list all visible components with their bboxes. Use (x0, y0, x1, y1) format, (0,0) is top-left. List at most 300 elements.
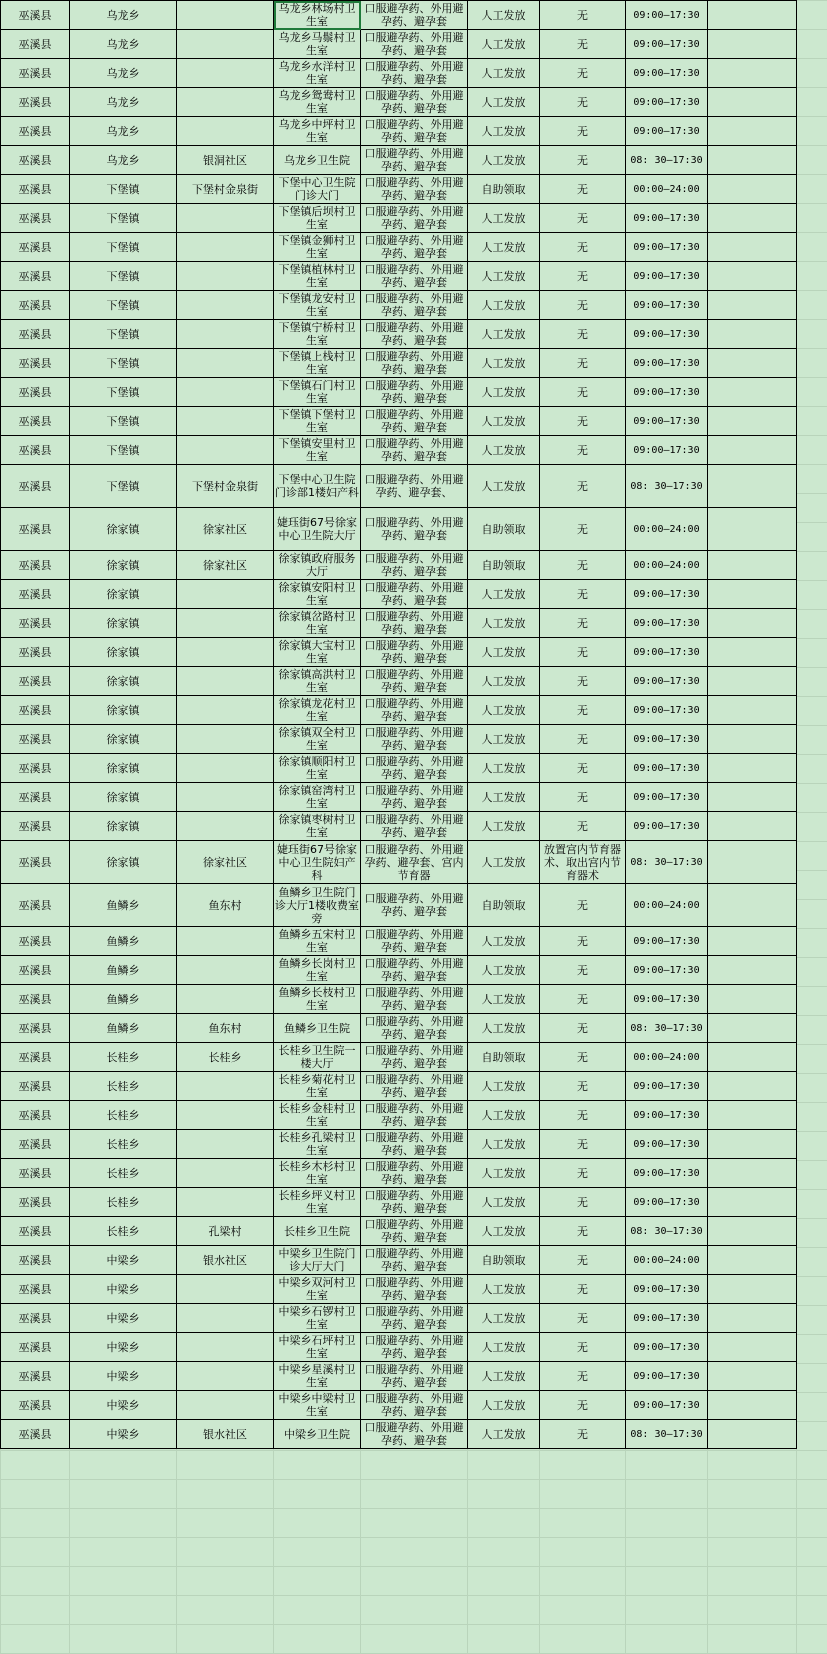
county-cell[interactable]: 巫溪县 (1, 985, 70, 1014)
town-cell[interactable]: 徐家镇 (70, 580, 177, 609)
location-cell[interactable]: 中梁乡星溪村卫生室 (274, 1362, 361, 1391)
county-cell[interactable]: 巫溪县 (1, 841, 70, 884)
hours-cell[interactable]: 08: 30—17:30 (626, 1217, 708, 1246)
community-cell[interactable] (177, 580, 274, 609)
surgery-cell[interactable]: 无 (540, 146, 626, 175)
surgery-cell[interactable]: 无 (540, 812, 626, 841)
community-cell[interactable] (177, 1391, 274, 1420)
town-cell[interactable]: 中梁乡 (70, 1420, 177, 1449)
hours-cell[interactable]: 09:00—17:30 (626, 1130, 708, 1159)
community-cell[interactable] (177, 262, 274, 291)
location-cell[interactable]: 长桂乡菊花村卫生室 (274, 1072, 361, 1101)
community-cell[interactable] (177, 609, 274, 638)
empty-cell[interactable] (708, 985, 797, 1014)
community-cell[interactable] (177, 754, 274, 783)
empty-cell[interactable] (708, 551, 797, 580)
town-cell[interactable]: 下堡镇 (70, 320, 177, 349)
surgery-cell[interactable]: 无 (540, 1333, 626, 1362)
hours-cell[interactable]: 00:00—24:00 (626, 551, 708, 580)
county-cell[interactable]: 巫溪县 (1, 638, 70, 667)
items-cell[interactable]: 口服避孕药、外用避孕药、避孕套 (361, 59, 468, 88)
community-cell[interactable] (177, 1275, 274, 1304)
method-cell[interactable]: 人工发放 (468, 841, 540, 884)
location-cell[interactable]: 徐家镇双全村卫生室 (274, 725, 361, 754)
hours-cell[interactable]: 09:00—17:30 (626, 117, 708, 146)
location-cell[interactable]: 徐家镇窑湾村卫生室 (274, 783, 361, 812)
town-cell[interactable]: 长桂乡 (70, 1101, 177, 1130)
method-cell[interactable]: 人工发放 (468, 465, 540, 508)
county-cell[interactable]: 巫溪县 (1, 88, 70, 117)
empty-cell[interactable] (708, 88, 797, 117)
location-cell[interactable]: 中梁乡双河村卫生室 (274, 1275, 361, 1304)
empty-cell[interactable] (708, 1333, 797, 1362)
items-cell[interactable]: 口服避孕药、外用避孕药、避孕套 (361, 407, 468, 436)
community-cell[interactable] (177, 30, 274, 59)
method-cell[interactable]: 人工发放 (468, 1072, 540, 1101)
county-cell[interactable]: 巫溪县 (1, 262, 70, 291)
hours-cell[interactable]: 09:00—17:30 (626, 696, 708, 725)
town-cell[interactable]: 徐家镇 (70, 841, 177, 884)
location-cell[interactable]: 鱼鳞乡五宋村卫生室 (274, 927, 361, 956)
county-cell[interactable]: 巫溪县 (1, 204, 70, 233)
hours-cell[interactable]: 09:00—17:30 (626, 1072, 708, 1101)
empty-cell[interactable] (708, 927, 797, 956)
county-cell[interactable]: 巫溪县 (1, 117, 70, 146)
town-cell[interactable]: 长桂乡 (70, 1217, 177, 1246)
surgery-cell[interactable]: 无 (540, 1014, 626, 1043)
items-cell[interactable]: 口服避孕药、外用避孕药、避孕套 (361, 609, 468, 638)
county-cell[interactable]: 巫溪县 (1, 407, 70, 436)
method-cell[interactable]: 人工发放 (468, 1130, 540, 1159)
surgery-cell[interactable]: 无 (540, 1391, 626, 1420)
county-cell[interactable]: 巫溪县 (1, 320, 70, 349)
location-cell[interactable]: 长桂乡坪义村卫生室 (274, 1188, 361, 1217)
town-cell[interactable]: 下堡镇 (70, 465, 177, 508)
items-cell[interactable]: 口服避孕药、外用避孕药、避孕套 (361, 175, 468, 204)
county-cell[interactable]: 巫溪县 (1, 667, 70, 696)
location-cell[interactable]: 长桂乡孔梁村卫生室 (274, 1130, 361, 1159)
method-cell[interactable]: 自助领取 (468, 551, 540, 580)
surgery-cell[interactable]: 无 (540, 609, 626, 638)
items-cell[interactable]: 口服避孕药、外用避孕药、避孕套 (361, 1, 468, 30)
community-cell[interactable] (177, 88, 274, 117)
items-cell[interactable]: 口服避孕药、外用避孕药、避孕套 (361, 30, 468, 59)
hours-cell[interactable]: 09:00—17:30 (626, 1101, 708, 1130)
location-cell[interactable]: 下堡镇金狮村卫生室 (274, 233, 361, 262)
town-cell[interactable]: 下堡镇 (70, 436, 177, 465)
hours-cell[interactable]: 09:00—17:30 (626, 407, 708, 436)
surgery-cell[interactable]: 无 (540, 1101, 626, 1130)
surgery-cell[interactable]: 无 (540, 1188, 626, 1217)
surgery-cell[interactable]: 无 (540, 175, 626, 204)
surgery-cell[interactable]: 无 (540, 1246, 626, 1275)
community-cell[interactable] (177, 638, 274, 667)
community-cell[interactable] (177, 233, 274, 262)
items-cell[interactable]: 口服避孕药、外用避孕药、避孕套 (361, 291, 468, 320)
county-cell[interactable]: 巫溪县 (1, 508, 70, 551)
county-cell[interactable]: 巫溪县 (1, 1304, 70, 1333)
empty-cell[interactable] (708, 436, 797, 465)
surgery-cell[interactable]: 无 (540, 1130, 626, 1159)
location-cell[interactable]: 下堡镇宁桥村卫生室 (274, 320, 361, 349)
hours-cell[interactable]: 09:00—17:30 (626, 320, 708, 349)
empty-cell[interactable] (708, 956, 797, 985)
empty-cell[interactable] (708, 783, 797, 812)
hours-cell[interactable]: 09:00—17:30 (626, 291, 708, 320)
hours-cell[interactable]: 09:00—17:30 (626, 667, 708, 696)
town-cell[interactable]: 鱼鳞乡 (70, 884, 177, 927)
method-cell[interactable]: 人工发放 (468, 580, 540, 609)
county-cell[interactable]: 巫溪县 (1, 1130, 70, 1159)
method-cell[interactable]: 人工发放 (468, 436, 540, 465)
community-cell[interactable] (177, 956, 274, 985)
items-cell[interactable]: 口服避孕药、外用避孕药、避孕套 (361, 146, 468, 175)
method-cell[interactable]: 人工发放 (468, 783, 540, 812)
county-cell[interactable]: 巫溪县 (1, 175, 70, 204)
community-cell[interactable] (177, 667, 274, 696)
county-cell[interactable]: 巫溪县 (1, 609, 70, 638)
empty-cell[interactable] (708, 320, 797, 349)
surgery-cell[interactable]: 放置宫内节育器术、取出宫内节育器术 (540, 841, 626, 884)
hours-cell[interactable]: 08: 30—17:30 (626, 1420, 708, 1449)
surgery-cell[interactable]: 无 (540, 349, 626, 378)
method-cell[interactable]: 人工发放 (468, 1275, 540, 1304)
items-cell[interactable]: 口服避孕药、外用避孕药、避孕套 (361, 783, 468, 812)
town-cell[interactable]: 徐家镇 (70, 696, 177, 725)
surgery-cell[interactable]: 无 (540, 407, 626, 436)
hours-cell[interactable]: 09:00—17:30 (626, 580, 708, 609)
hours-cell[interactable]: 09:00—17:30 (626, 1362, 708, 1391)
county-cell[interactable]: 巫溪县 (1, 59, 70, 88)
community-cell[interactable]: 鱼东村 (177, 884, 274, 927)
location-cell[interactable]: 中梁乡卫生院 (274, 1420, 361, 1449)
items-cell[interactable]: 口服避孕药、外用避孕药、避孕套 (361, 551, 468, 580)
town-cell[interactable]: 乌龙乡 (70, 59, 177, 88)
location-cell[interactable]: 徐家镇高洪村卫生室 (274, 667, 361, 696)
method-cell[interactable]: 人工发放 (468, 638, 540, 667)
community-cell[interactable] (177, 436, 274, 465)
hours-cell[interactable]: 09:00—17:30 (626, 1391, 708, 1420)
town-cell[interactable]: 下堡镇 (70, 233, 177, 262)
method-cell[interactable]: 人工发放 (468, 262, 540, 291)
town-cell[interactable]: 中梁乡 (70, 1275, 177, 1304)
empty-cell[interactable] (708, 841, 797, 884)
method-cell[interactable]: 人工发放 (468, 1362, 540, 1391)
location-cell[interactable]: 下堡镇下堡村卫生室 (274, 407, 361, 436)
items-cell[interactable]: 口服避孕药、外用避孕药、避孕套 (361, 204, 468, 233)
location-cell[interactable]: 乌龙乡林场村卫生室 (274, 1, 361, 30)
empty-cell[interactable] (708, 1188, 797, 1217)
surgery-cell[interactable]: 无 (540, 580, 626, 609)
community-cell[interactable] (177, 1333, 274, 1362)
hours-cell[interactable]: 09:00—17:30 (626, 262, 708, 291)
surgery-cell[interactable]: 无 (540, 1159, 626, 1188)
location-cell[interactable]: 徐家镇政府服务大厅 (274, 551, 361, 580)
hours-cell[interactable]: 09:00—17:30 (626, 1188, 708, 1217)
county-cell[interactable]: 巫溪县 (1, 783, 70, 812)
community-cell[interactable]: 长桂乡 (177, 1043, 274, 1072)
hours-cell[interactable]: 09:00—17:30 (626, 233, 708, 262)
location-cell[interactable]: 中梁乡中梁村卫生室 (274, 1391, 361, 1420)
location-cell[interactable]: 乌龙乡马鬃村卫生室 (274, 30, 361, 59)
items-cell[interactable]: 口服避孕药、外用避孕药、避孕套 (361, 1101, 468, 1130)
town-cell[interactable]: 中梁乡 (70, 1246, 177, 1275)
empty-cell[interactable] (708, 175, 797, 204)
empty-cell[interactable] (708, 508, 797, 551)
hours-cell[interactable]: 09:00—17:30 (626, 88, 708, 117)
method-cell[interactable]: 人工发放 (468, 1217, 540, 1246)
location-cell[interactable]: 下堡镇上栈村卫生室 (274, 349, 361, 378)
method-cell[interactable]: 人工发放 (468, 233, 540, 262)
hours-cell[interactable]: 09:00—17:30 (626, 927, 708, 956)
method-cell[interactable]: 人工发放 (468, 667, 540, 696)
community-cell[interactable] (177, 1, 274, 30)
items-cell[interactable]: 口服避孕药、外用避孕药、避孕套 (361, 1391, 468, 1420)
surgery-cell[interactable]: 无 (540, 204, 626, 233)
hours-cell[interactable]: 00:00—24:00 (626, 175, 708, 204)
county-cell[interactable]: 巫溪县 (1, 1072, 70, 1101)
surgery-cell[interactable]: 无 (540, 233, 626, 262)
items-cell[interactable]: 口服避孕药、外用避孕药、避孕套 (361, 754, 468, 783)
empty-cell[interactable] (708, 1101, 797, 1130)
items-cell[interactable]: 口服避孕药、外用避孕药、避孕套 (361, 1159, 468, 1188)
items-cell[interactable]: 口服避孕药、外用避孕药、避孕套 (361, 696, 468, 725)
surgery-cell[interactable]: 无 (540, 638, 626, 667)
town-cell[interactable]: 乌龙乡 (70, 117, 177, 146)
items-cell[interactable]: 口服避孕药、外用避孕药、避孕套 (361, 378, 468, 407)
method-cell[interactable]: 自助领取 (468, 1043, 540, 1072)
community-cell[interactable]: 银水社区 (177, 1246, 274, 1275)
county-cell[interactable]: 巫溪县 (1, 1159, 70, 1188)
town-cell[interactable]: 下堡镇 (70, 407, 177, 436)
empty-cell[interactable] (708, 407, 797, 436)
surgery-cell[interactable]: 无 (540, 1362, 626, 1391)
county-cell[interactable]: 巫溪县 (1, 551, 70, 580)
method-cell[interactable]: 人工发放 (468, 1420, 540, 1449)
location-cell[interactable]: 下堡中心卫生院门诊部1楼妇产科 (274, 465, 361, 508)
county-cell[interactable]: 巫溪县 (1, 30, 70, 59)
empty-cell[interactable] (708, 884, 797, 927)
surgery-cell[interactable]: 无 (540, 88, 626, 117)
county-cell[interactable]: 巫溪县 (1, 378, 70, 407)
community-cell[interactable]: 银水社区 (177, 1420, 274, 1449)
community-cell[interactable] (177, 1362, 274, 1391)
surgery-cell[interactable]: 无 (540, 1275, 626, 1304)
town-cell[interactable]: 徐家镇 (70, 725, 177, 754)
hours-cell[interactable]: 09:00—17:30 (626, 1275, 708, 1304)
town-cell[interactable]: 乌龙乡 (70, 88, 177, 117)
method-cell[interactable]: 自助领取 (468, 175, 540, 204)
method-cell[interactable]: 人工发放 (468, 1304, 540, 1333)
items-cell[interactable]: 口服避孕药、外用避孕药、避孕套 (361, 1333, 468, 1362)
location-cell[interactable]: 徐家镇安阳村卫生室 (274, 580, 361, 609)
location-cell[interactable]: 下堡镇后坝村卫生室 (274, 204, 361, 233)
town-cell[interactable]: 徐家镇 (70, 667, 177, 696)
empty-cell[interactable] (708, 1014, 797, 1043)
empty-cell[interactable] (708, 667, 797, 696)
community-cell[interactable]: 徐家社区 (177, 508, 274, 551)
items-cell[interactable]: 口服避孕药、外用避孕药、避孕套 (361, 725, 468, 754)
surgery-cell[interactable]: 无 (540, 725, 626, 754)
empty-cell[interactable] (708, 1420, 797, 1449)
county-cell[interactable]: 巫溪县 (1, 465, 70, 508)
items-cell[interactable]: 口服避孕药、外用避孕药、避孕套 (361, 320, 468, 349)
location-cell[interactable]: 徐家镇大宝村卫生室 (274, 638, 361, 667)
items-cell[interactable]: 口服避孕药、外用避孕药、避孕套、 (361, 465, 468, 508)
hours-cell[interactable]: 09:00—17:30 (626, 204, 708, 233)
hours-cell[interactable]: 09:00—17:30 (626, 349, 708, 378)
location-cell[interactable]: 鱼鳞乡长岗村卫生室 (274, 956, 361, 985)
empty-cell[interactable] (708, 291, 797, 320)
empty-cell[interactable] (708, 1304, 797, 1333)
location-cell[interactable]: 长桂乡卫生院 (274, 1217, 361, 1246)
location-cell[interactable]: 徐家镇顺阳村卫生室 (274, 754, 361, 783)
town-cell[interactable]: 徐家镇 (70, 812, 177, 841)
items-cell[interactable]: 口服避孕药、外用避孕药、避孕套 (361, 1072, 468, 1101)
method-cell[interactable]: 人工发放 (468, 1333, 540, 1362)
town-cell[interactable]: 徐家镇 (70, 783, 177, 812)
town-cell[interactable]: 下堡镇 (70, 204, 177, 233)
town-cell[interactable]: 中梁乡 (70, 1391, 177, 1420)
surgery-cell[interactable]: 无 (540, 696, 626, 725)
county-cell[interactable]: 巫溪县 (1, 349, 70, 378)
county-cell[interactable]: 巫溪县 (1, 233, 70, 262)
empty-cell[interactable] (708, 465, 797, 508)
method-cell[interactable]: 人工发放 (468, 1, 540, 30)
community-cell[interactable] (177, 725, 274, 754)
location-cell[interactable]: 下堡镇安里村卫生室 (274, 436, 361, 465)
town-cell[interactable]: 鱼鳞乡 (70, 927, 177, 956)
community-cell[interactable]: 下堡村金泉街 (177, 175, 274, 204)
hours-cell[interactable]: 00:00—24:00 (626, 884, 708, 927)
method-cell[interactable]: 人工发放 (468, 1101, 540, 1130)
method-cell[interactable]: 人工发放 (468, 754, 540, 783)
community-cell[interactable]: 鱼东村 (177, 1014, 274, 1043)
county-cell[interactable]: 巫溪县 (1, 436, 70, 465)
method-cell[interactable]: 人工发放 (468, 146, 540, 175)
county-cell[interactable]: 巫溪县 (1, 291, 70, 320)
location-cell[interactable]: 下堡镇龙安村卫生室 (274, 291, 361, 320)
empty-cell[interactable] (708, 1159, 797, 1188)
community-cell[interactable] (177, 1130, 274, 1159)
method-cell[interactable]: 人工发放 (468, 349, 540, 378)
method-cell[interactable]: 人工发放 (468, 204, 540, 233)
community-cell[interactable] (177, 985, 274, 1014)
surgery-cell[interactable]: 无 (540, 262, 626, 291)
town-cell[interactable]: 徐家镇 (70, 754, 177, 783)
empty-cell[interactable] (708, 204, 797, 233)
location-cell[interactable]: 长桂乡金桂村卫生室 (274, 1101, 361, 1130)
town-cell[interactable]: 长桂乡 (70, 1043, 177, 1072)
hours-cell[interactable]: 09:00—17:30 (626, 638, 708, 667)
town-cell[interactable]: 徐家镇 (70, 609, 177, 638)
county-cell[interactable]: 巫溪县 (1, 812, 70, 841)
county-cell[interactable]: 巫溪县 (1, 1246, 70, 1275)
county-cell[interactable]: 巫溪县 (1, 696, 70, 725)
town-cell[interactable]: 长桂乡 (70, 1130, 177, 1159)
hours-cell[interactable]: 09:00—17:30 (626, 812, 708, 841)
empty-cell[interactable] (708, 1391, 797, 1420)
method-cell[interactable]: 人工发放 (468, 609, 540, 638)
empty-cell[interactable] (708, 812, 797, 841)
community-cell[interactable] (177, 783, 274, 812)
items-cell[interactable]: 口服避孕药、外用避孕药、避孕套 (361, 580, 468, 609)
town-cell[interactable]: 中梁乡 (70, 1362, 177, 1391)
location-cell[interactable]: 下堡中心卫生院门诊大门 (274, 175, 361, 204)
surgery-cell[interactable]: 无 (540, 956, 626, 985)
surgery-cell[interactable]: 无 (540, 30, 626, 59)
community-cell[interactable] (177, 812, 274, 841)
items-cell[interactable]: 口服避孕药、外用避孕药、避孕套 (361, 884, 468, 927)
method-cell[interactable]: 人工发放 (468, 1014, 540, 1043)
method-cell[interactable]: 人工发放 (468, 927, 540, 956)
empty-cell[interactable] (708, 378, 797, 407)
hours-cell[interactable]: 08: 30—17:30 (626, 841, 708, 884)
hours-cell[interactable]: 09:00—17:30 (626, 1159, 708, 1188)
empty-cell[interactable] (708, 1246, 797, 1275)
method-cell[interactable]: 人工发放 (468, 812, 540, 841)
hours-cell[interactable]: 09:00—17:30 (626, 1, 708, 30)
items-cell[interactable]: 口服避孕药、外用避孕药、避孕套 (361, 508, 468, 551)
county-cell[interactable]: 巫溪县 (1, 1391, 70, 1420)
community-cell[interactable] (177, 1072, 274, 1101)
county-cell[interactable]: 巫溪县 (1, 1, 70, 30)
location-cell[interactable]: 鱼鳞乡卫生院门诊大厅1楼收费室旁 (275, 885, 359, 925)
surgery-cell[interactable]: 无 (540, 378, 626, 407)
empty-cell[interactable] (708, 1072, 797, 1101)
empty-cell[interactable] (708, 609, 797, 638)
items-cell[interactable]: 口服避孕药、外用避孕药、避孕套 (361, 436, 468, 465)
county-cell[interactable]: 巫溪县 (1, 580, 70, 609)
surgery-cell[interactable]: 无 (540, 754, 626, 783)
surgery-cell[interactable]: 无 (540, 117, 626, 146)
items-cell[interactable]: 口服避孕药、外用避孕药、避孕套 (361, 349, 468, 378)
surgery-cell[interactable]: 无 (540, 1043, 626, 1072)
empty-cell[interactable] (708, 59, 797, 88)
method-cell[interactable]: 人工发放 (468, 291, 540, 320)
location-cell[interactable]: 中梁乡石坪村卫生室 (274, 1333, 361, 1362)
town-cell[interactable]: 乌龙乡 (70, 1, 177, 30)
community-cell[interactable] (177, 59, 274, 88)
empty-cell[interactable] (708, 1217, 797, 1246)
method-cell[interactable]: 人工发放 (468, 696, 540, 725)
town-cell[interactable]: 下堡镇 (70, 378, 177, 407)
community-cell[interactable] (177, 1101, 274, 1130)
community-cell[interactable] (177, 349, 274, 378)
items-cell[interactable]: 口服避孕药、外用避孕药、避孕套 (361, 956, 468, 985)
county-cell[interactable]: 巫溪县 (1, 1333, 70, 1362)
items-cell[interactable]: 口服避孕药、外用避孕药、避孕套 (361, 1217, 468, 1246)
location-cell[interactable]: 下堡镇石门村卫生室 (274, 378, 361, 407)
county-cell[interactable]: 巫溪县 (1, 1362, 70, 1391)
surgery-cell[interactable]: 无 (540, 465, 626, 508)
hours-cell[interactable]: 09:00—17:30 (626, 30, 708, 59)
location-cell[interactable]: 鱼鳞乡卫生院 (274, 1014, 361, 1043)
county-cell[interactable]: 巫溪县 (1, 1014, 70, 1043)
town-cell[interactable]: 下堡镇 (70, 175, 177, 204)
method-cell[interactable]: 人工发放 (468, 88, 540, 117)
method-cell[interactable]: 人工发放 (468, 117, 540, 146)
hours-cell[interactable]: 08: 30—17:30 (626, 465, 708, 508)
method-cell[interactable]: 自助领取 (468, 884, 540, 927)
method-cell[interactable]: 人工发放 (468, 1188, 540, 1217)
community-cell[interactable]: 银洞社区 (177, 146, 274, 175)
town-cell[interactable]: 徐家镇 (70, 638, 177, 667)
items-cell[interactable]: 口服避孕药、外用避孕药、避孕套 (361, 667, 468, 696)
empty-cell[interactable] (708, 1043, 797, 1072)
community-cell[interactable]: 下堡村金泉街 (177, 465, 274, 508)
empty-cell[interactable] (708, 233, 797, 262)
